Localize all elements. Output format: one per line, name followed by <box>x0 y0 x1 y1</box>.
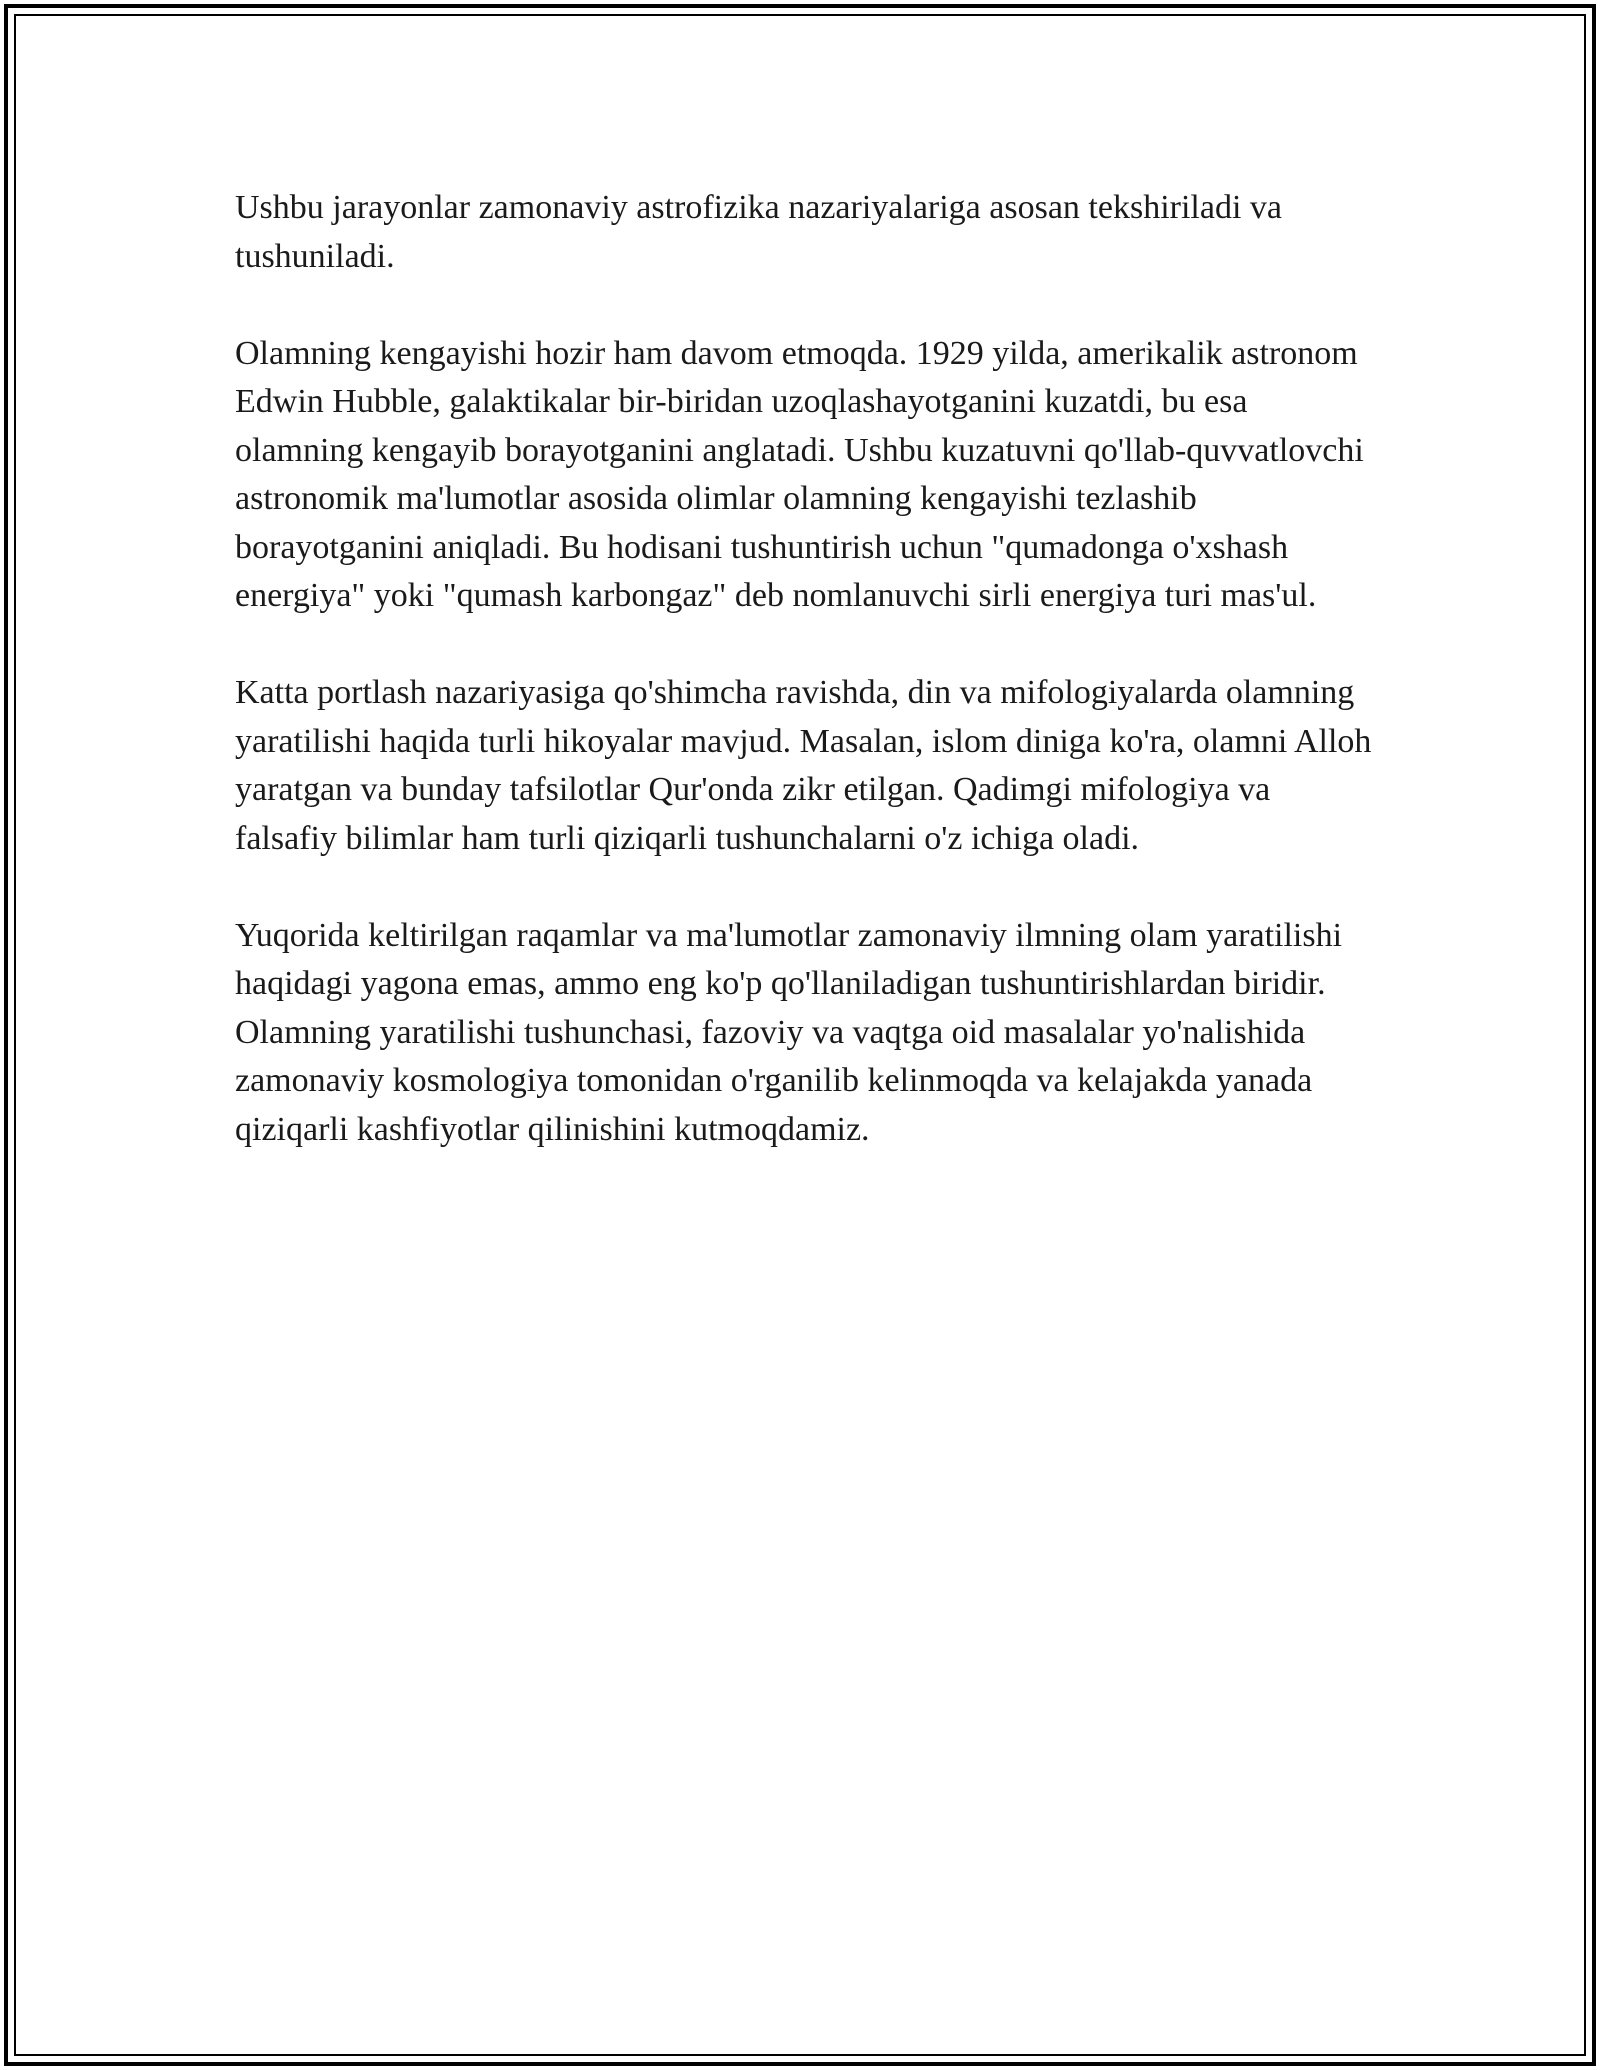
paragraph-3: Katta portlash nazariyasiga qo'shimcha ravishda, din va mifologiyalarda olamning yaratilishi haqida turli hikoyalar mavjud. Masalan, islom diniga ko'ra, olamni Alloh yaratgan va bunday tafsilotlar Qur'onda zikr etilgan. Qadimgi mifologiya va falsafiy bilimlar ham turli qiziqarli tushunchalarni o'z ichiga oladi. <box>235 674 1372 857</box>
paragraph-1: Ushbu jarayonlar zamonaviy astrofizika nazariyalariga asosan tekshiriladi va tushuniladi. <box>235 189 1282 275</box>
paragraph-2: Olamning kengayishi hozir ham davom etmoqda. 1929 yilda, amerikalik astronom Edwin Hubble, galaktikalar bir-biridan uzoqlashayotganini kuzatdi, bu esa olamning kengayib borayotganini anglatadi. Ushbu kuzatuvni qo'llab-quvvatlovchi astronomik ma'lumotlar asosida olimlar olamning kengayishi tezlashib borayotganini aniqladi. Bu hodisani tushuntirish uchun "qumadonga o'xshash energiya" yoki "qumash karbongaz" deb nomlanuvchi sirli energiya turi mas'ul. <box>235 334 1364 614</box>
paragraph-4: Yuqorida keltirilgan raqamlar va ma'lumotlar zamonaviy ilmning olam yaratilishi haqidagi yagona emas, ammo eng ko'p qo'llaniladigan tushuntirishlardan biridir. Olamning yaratilishi tushunchasi, fazoviy va vaqtga oid masalalar yo'nalishida zamonaviy kosmologiya tomonidan o'rganilib kelinmoqda va kelajakda yanada qiziqarli kashfiyotlar qilinishini kutmoqdamiz. <box>235 916 1343 1148</box>
document-body <box>235 184 1375 1203</box>
